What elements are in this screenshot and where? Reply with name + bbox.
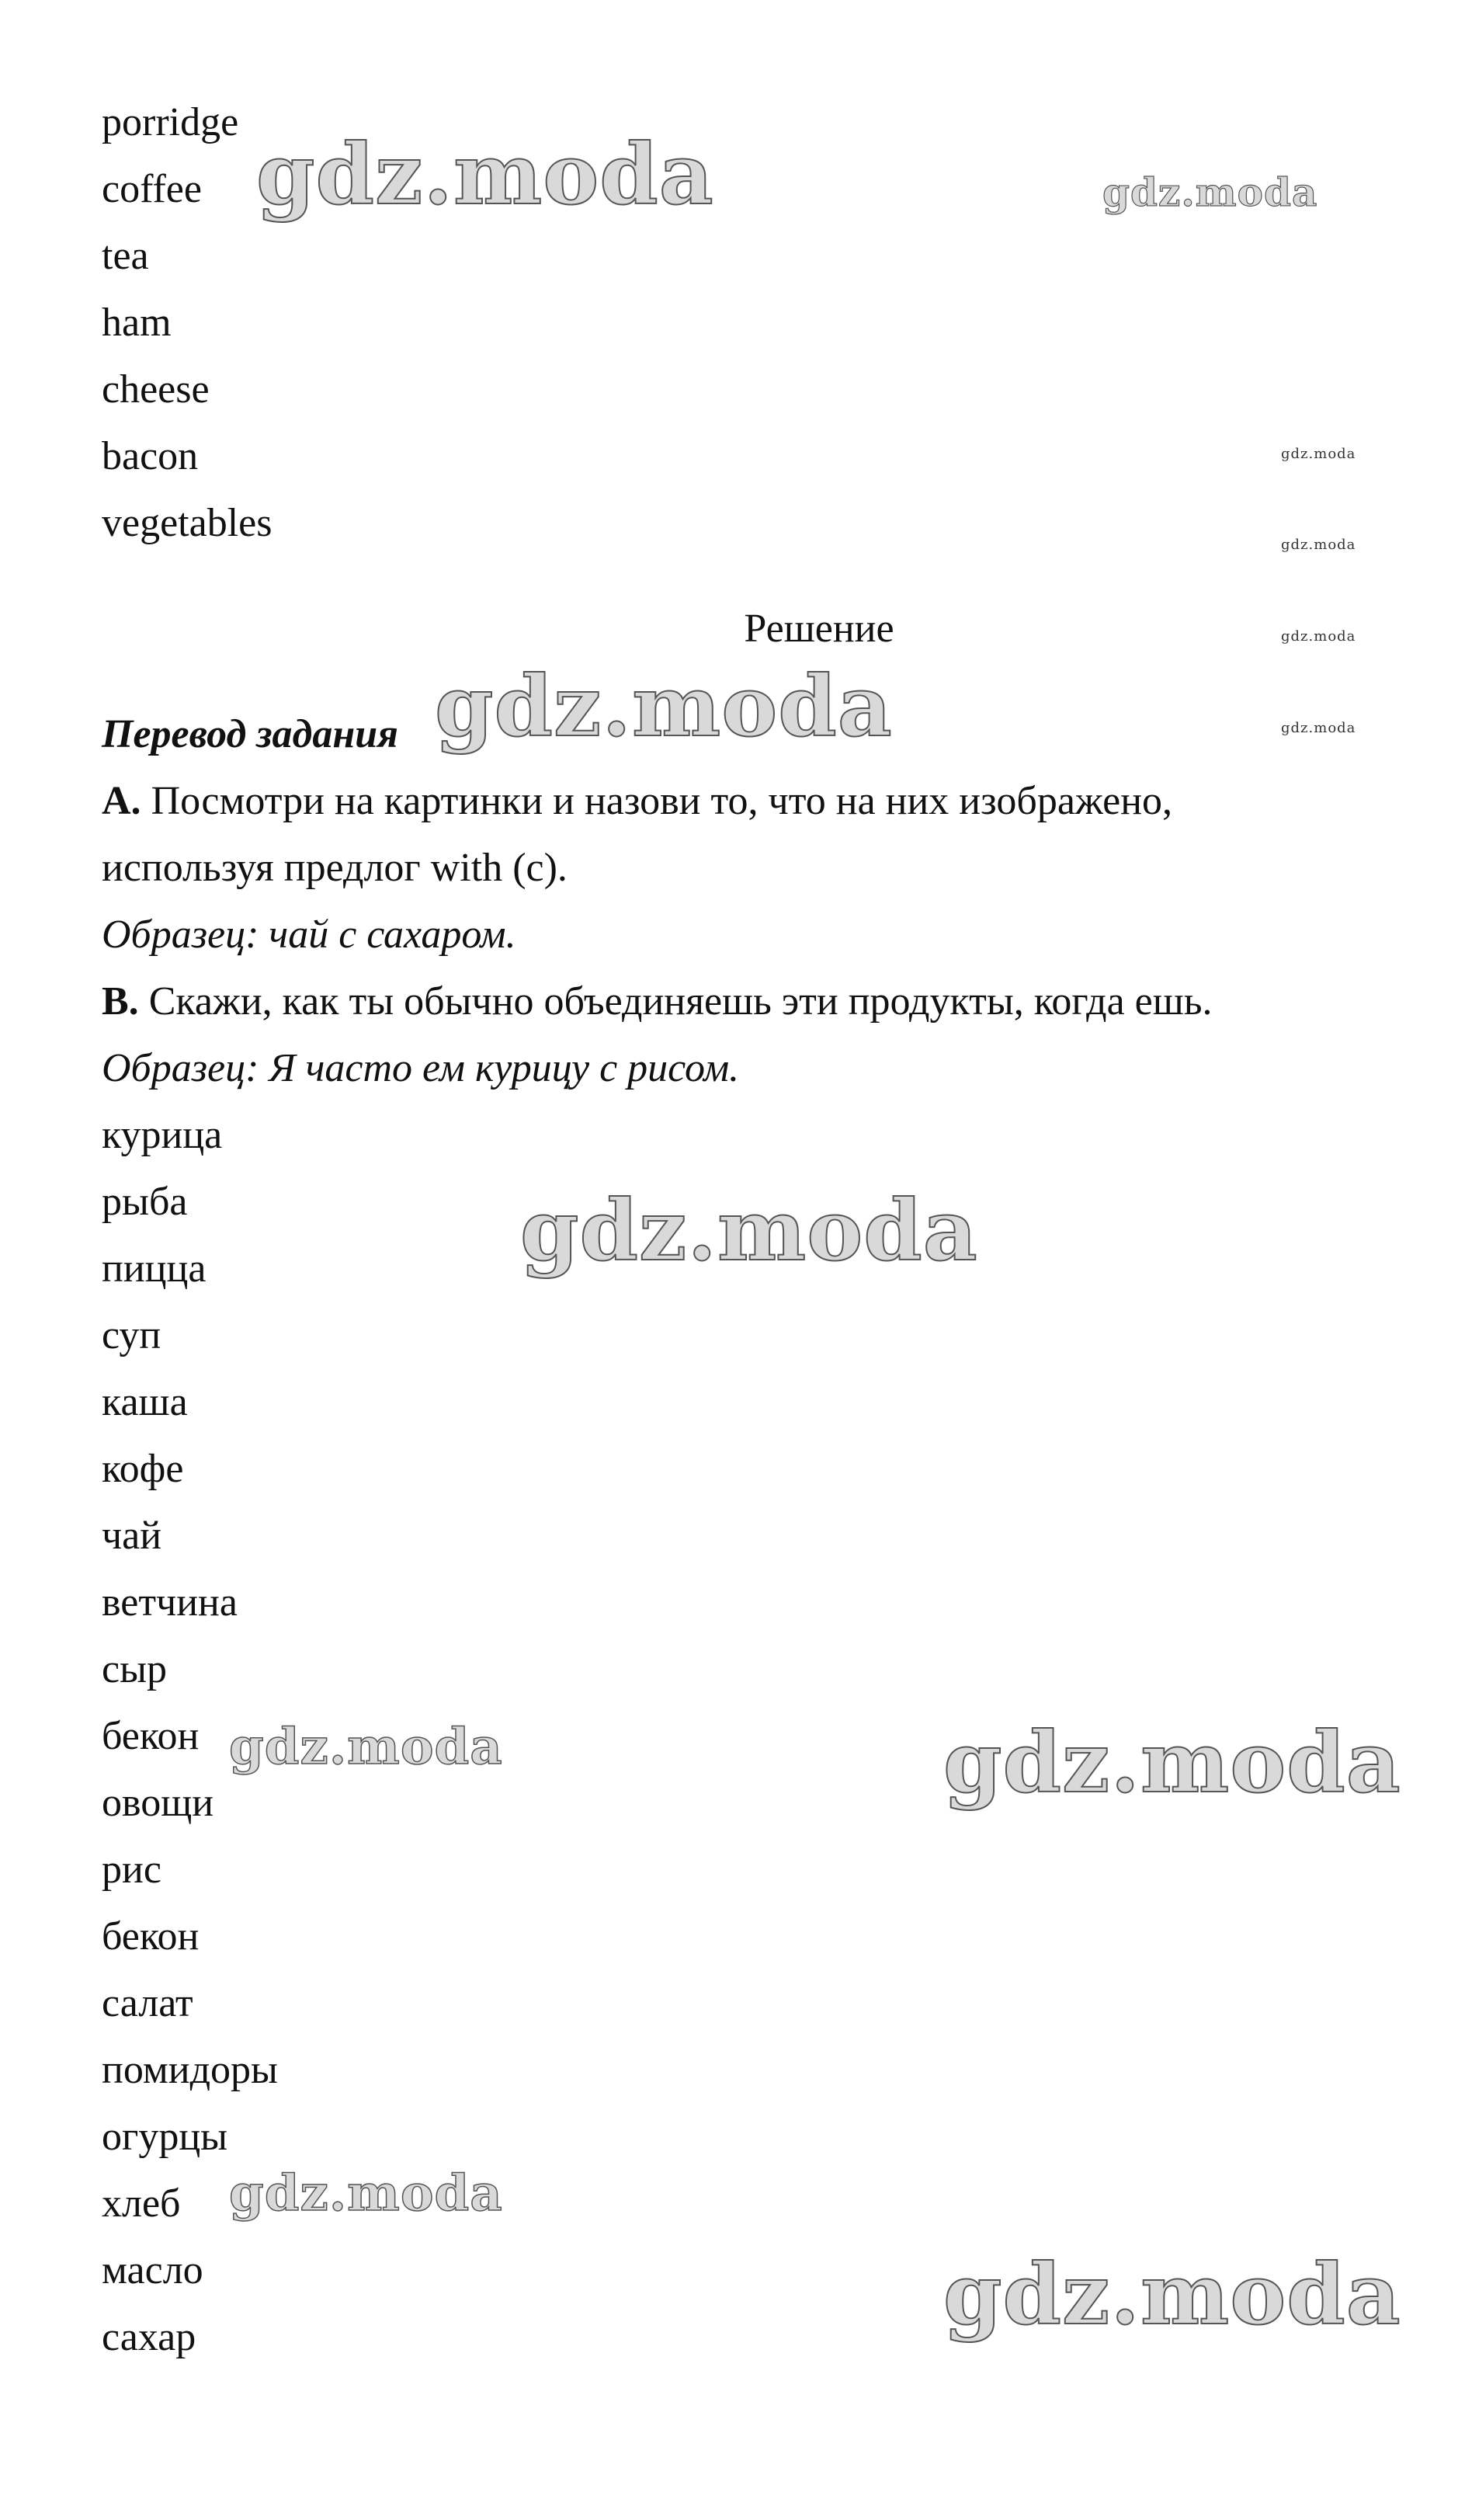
russian-word: сахар bbox=[102, 2315, 196, 2359]
task-b-line bbox=[102, 978, 1213, 1025]
watermark-logo: gdz.moda bbox=[943, 2246, 1401, 2344]
task-a-line1 bbox=[102, 778, 1172, 825]
english-word: cheese bbox=[102, 367, 210, 412]
task-a-text: Посмотри на картинки и назови то, что на них изображено, bbox=[151, 779, 1173, 823]
watermark-logo: gdz.moda bbox=[1281, 628, 1356, 645]
russian-word: чай bbox=[102, 1514, 162, 1558]
watermark-logo: gdz.moda bbox=[229, 1718, 503, 1776]
russian-word: ветчина bbox=[102, 1580, 238, 1625]
russian-word: суп bbox=[102, 1313, 161, 1357]
watermark-logo: gdz.moda bbox=[520, 1182, 978, 1280]
watermark-logo: gdz.moda bbox=[1102, 169, 1318, 215]
english-word: porridge bbox=[102, 100, 239, 144]
task-a-label: A. bbox=[102, 779, 141, 823]
task-a-line2: используя предлог with (с). bbox=[102, 846, 568, 890]
russian-word: пицца bbox=[102, 1246, 207, 1291]
russian-word: бекон bbox=[102, 1714, 200, 1758]
russian-word: рис bbox=[102, 1847, 161, 1892]
russian-word: огурцы bbox=[102, 2115, 228, 2159]
russian-word: бекон bbox=[102, 1914, 200, 1959]
russian-word: каша bbox=[102, 1380, 188, 1424]
russian-word: масло bbox=[102, 2248, 203, 2292]
watermark-logo: gdz.moda bbox=[256, 126, 714, 224]
task-b-label: B. bbox=[102, 979, 139, 1024]
solution-heading: Решение bbox=[744, 607, 894, 651]
russian-word: сыр bbox=[102, 1647, 168, 1691]
watermark-logo: gdz.moda bbox=[1281, 720, 1356, 736]
russian-word: рыба bbox=[102, 1180, 188, 1224]
watermark-logo: gdz.moda bbox=[229, 2164, 503, 2223]
watermark-logo: gdz.moda bbox=[435, 658, 893, 756]
russian-word: кофе bbox=[102, 1447, 184, 1491]
watermark-logo: gdz.moda bbox=[1281, 537, 1356, 553]
watermark-logo: gdz.moda bbox=[1281, 446, 1356, 462]
russian-word: курица bbox=[102, 1113, 223, 1157]
russian-word: помидоры bbox=[102, 2048, 278, 2092]
english-word: ham bbox=[102, 301, 172, 345]
translation-heading: Перевод задания bbox=[102, 712, 398, 756]
english-word: vegetables bbox=[102, 501, 273, 545]
task-b-example: Образец: Я часто ем курицу с рисом. bbox=[102, 1046, 740, 1090]
english-word: tea bbox=[102, 234, 149, 278]
task-a-example: Образец: чай с сахаром. bbox=[102, 912, 516, 957]
task-b-text: Скажи, как ты обычно объединяешь эти продукты, когда ешь. bbox=[148, 979, 1213, 1024]
english-word: coffee bbox=[102, 167, 202, 211]
watermark-logo: gdz.moda bbox=[943, 1714, 1401, 1812]
russian-word: овощи bbox=[102, 1781, 214, 1825]
english-word: bacon bbox=[102, 434, 199, 478]
russian-word: салат bbox=[102, 1981, 193, 2025]
russian-word: хлеб bbox=[102, 2181, 181, 2226]
